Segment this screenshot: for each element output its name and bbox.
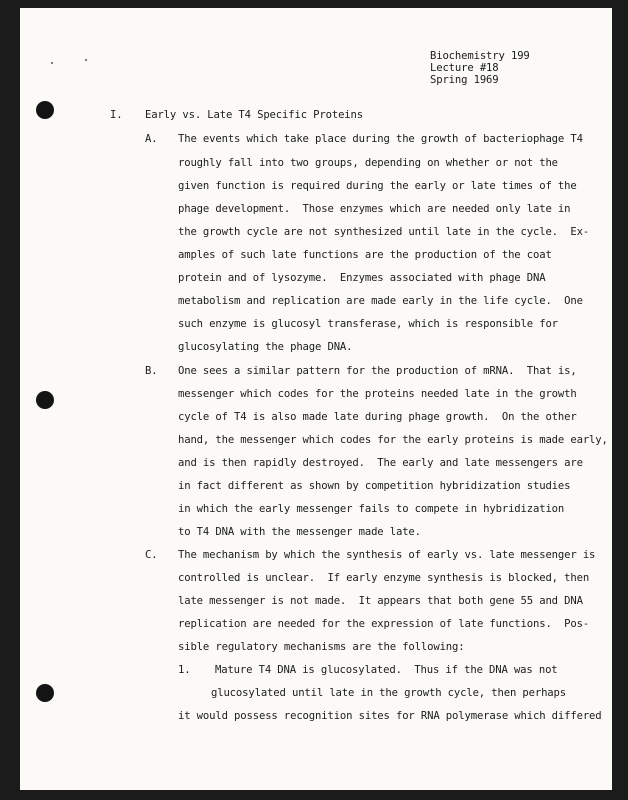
speck-mark bbox=[51, 62, 53, 64]
item-b-line: cycle of T4 is also made late during phage growth. On the other bbox=[178, 411, 577, 423]
item-a-line: phage development. Those enzymes which are needed only late in bbox=[178, 203, 571, 215]
course-name: Biochemistry 199 bbox=[430, 50, 530, 62]
item-a-line: such enzyme is glucosyl transferase, which is responsible for bbox=[178, 318, 558, 330]
binder-hole-top bbox=[36, 101, 54, 119]
item-a-line: amples of such late functions are the production of the coat bbox=[178, 249, 552, 261]
sub-item-1-line: glucosylated until late in the growth cycle, then perhaps bbox=[211, 687, 566, 699]
item-c-line: late messenger is not made. It appears that both gene 55 and DNA bbox=[178, 595, 583, 607]
item-a-line: The events which take place during the growth of bacteriophage T4 bbox=[178, 133, 583, 145]
lecture-number: Lecture #18 bbox=[430, 62, 499, 74]
item-b-line: in fact different as shown by competition hybridization studies bbox=[178, 480, 571, 492]
section-numeral: I. bbox=[110, 109, 123, 121]
speck-mark bbox=[85, 59, 87, 61]
item-c-line: replication are needed for the expression of late functions. Pos- bbox=[178, 618, 590, 630]
sub-item-1-number: 1. bbox=[178, 664, 191, 676]
item-b-line: One sees a similar pattern for the production of mRNA. That is, bbox=[178, 365, 577, 377]
item-a-line: the growth cycle are not synthesized until late in the cycle. Ex- bbox=[178, 226, 590, 238]
section-title: Early vs. Late T4 Specific Proteins bbox=[145, 109, 363, 121]
item-a-line: protein and of lysozyme. Enzymes associated with phage DNA bbox=[178, 272, 546, 284]
item-b-line: to T4 DNA with the messenger made late. bbox=[178, 526, 421, 538]
item-a-line: glucosylating the phage DNA. bbox=[178, 341, 353, 353]
item-b-line: hand, the messenger which codes for the early proteins is made early, bbox=[178, 434, 608, 446]
item-b-line: and is then rapidly destroyed. The early and late messengers are bbox=[178, 457, 583, 469]
item-c-line: sible regulatory mechanisms are the following: bbox=[178, 641, 465, 653]
term: Spring 1969 bbox=[430, 74, 499, 86]
item-a-line: given function is required during the early or late times of the bbox=[178, 180, 577, 192]
item-a-letter: A. bbox=[145, 133, 158, 145]
item-b-line: messenger which codes for the proteins needed late in the growth bbox=[178, 388, 577, 400]
binder-hole-bottom bbox=[36, 684, 54, 702]
binder-hole-middle bbox=[36, 391, 54, 409]
item-c-letter: C. bbox=[145, 549, 158, 561]
item-a-line: roughly fall into two groups, depending on whether or not the bbox=[178, 157, 558, 169]
item-c-line: controlled is unclear. If early enzyme synthesis is blocked, then bbox=[178, 572, 590, 584]
item-c-line: The mechanism by which the synthesis of early vs. late messenger is bbox=[178, 549, 596, 561]
item-b-line: in which the early messenger fails to compete in hybridization bbox=[178, 503, 565, 515]
item-b-letter: B. bbox=[145, 365, 158, 377]
sub-item-1-line: Mature T4 DNA is glucosylated. Thus if the DNA was not bbox=[215, 664, 558, 676]
sub-item-1-line: it would possess recognition sites for RNA polymerase which differed bbox=[178, 710, 602, 722]
item-a-line: metabolism and replication are made early in the life cycle. One bbox=[178, 295, 583, 307]
